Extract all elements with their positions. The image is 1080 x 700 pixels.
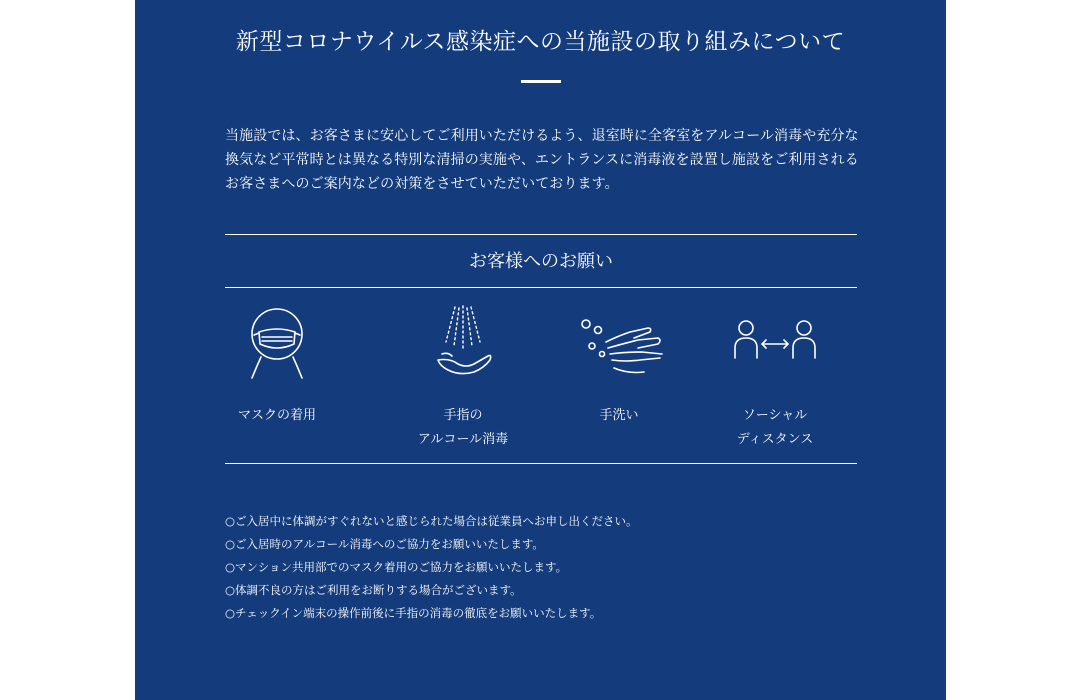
covid-info-panel xyxy=(135,0,946,700)
label-mask: マスクの着用 xyxy=(237,408,316,423)
social-distance-icon xyxy=(730,302,820,382)
mask-icon xyxy=(232,302,322,382)
title-underline xyxy=(521,80,561,83)
divider-middle xyxy=(225,287,857,288)
note-item: ○体調不良の方はご利用をお断りする場合がございます。 xyxy=(225,583,522,597)
hand-sanitizer-icon xyxy=(418,302,508,382)
note-item: ○チェックイン端末の操作前後に手指の消毒の徹底をお願いいたします。 xyxy=(225,606,602,620)
notes-list xyxy=(225,510,857,625)
section-title: お客様へのお願い xyxy=(469,251,613,272)
note-item: ○ご入居中に体調がすぐれないと感じられた場合は従業員へお申し出ください。 xyxy=(225,514,638,528)
divider-top xyxy=(225,234,857,235)
note-item: ○ご入居時のアルコール消毒へのご協力をお願いいたします。 xyxy=(225,537,544,551)
label-hand-washing: 手洗い xyxy=(599,408,639,423)
label-social-distance: ソーシャル ディスタンス xyxy=(736,408,814,447)
divider-bottom xyxy=(225,463,857,464)
hand-washing-icon xyxy=(578,302,668,382)
intro-text: 当施設では、お客さまに安心してご利用いただけるよう、退室時に全客室をアルコール消毒や充分な換気など平常時とは異なる特別な清掃の実施や、エントランスに消毒液を設置し施設をご利用されるお客さまへのご案内などの対策をさせていただいております。 xyxy=(225,128,859,192)
label-hand-sanitizer: 手指の アルコール消毒 xyxy=(417,408,509,447)
page-title: 新型コロナウイルス感染症への当施設の取り組みについて xyxy=(235,29,846,55)
note-item: ○マンション共用部でのマスク着用のご協力をお願いいたします。 xyxy=(225,560,568,574)
